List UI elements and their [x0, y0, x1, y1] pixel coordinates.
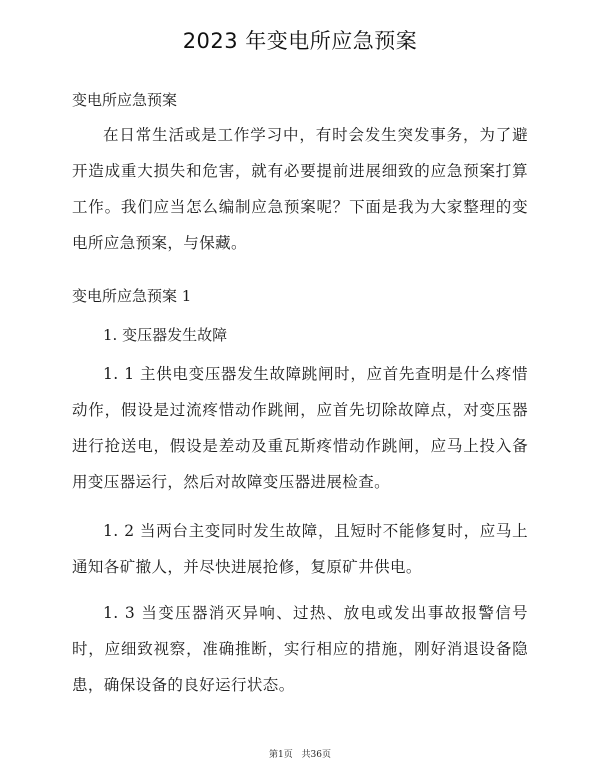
subsection-title: 1. 变压器发生故障: [103, 326, 228, 344]
section-title: 变电所应急预案 1: [72, 287, 192, 305]
paragraph-1-1: 1. 1 主供电变压器发生故障跳闸时，应首先查明是什么疼惜动作，假设是过流疼惜动作跳闸，应首先切除故障点，对变压器进行抢送电，假设是差动及重瓦斯疼惜动作跳闸，应马上投入备用变压器运行，然后对故障变压器进展检查。: [72, 365, 528, 491]
document-title: 2023 年变电所应急预案: [182, 29, 418, 53]
paragraph-1-3: 1. 3 当变压器消灭异响、过热、放电或发出事故报警信号时，应细致视察，准确推断，实行相应的措施，刚好消退设备隐患，确保设备的良好运行状态。: [72, 604, 528, 694]
paragraph-1-2: 1. 2 当两台主变同时发生故障，且短时不能修复时，应马上通知各矿撤人，并尽快进展抢修，复原矿井供电。: [72, 522, 528, 576]
heading: 变电所应急预案: [72, 91, 178, 109]
page-number: 第1页 共36页: [268, 750, 332, 760]
intro-paragraph: 在日常生活或是工作学习中，有时会发生突发事务，为了避开造成重大损失和危害，就有必要提前进展细致的应急预案打算工作。我们应当怎么编制应急预案呢？下面是我为大家整理的变电所应急预案，与保藏。: [72, 126, 528, 252]
